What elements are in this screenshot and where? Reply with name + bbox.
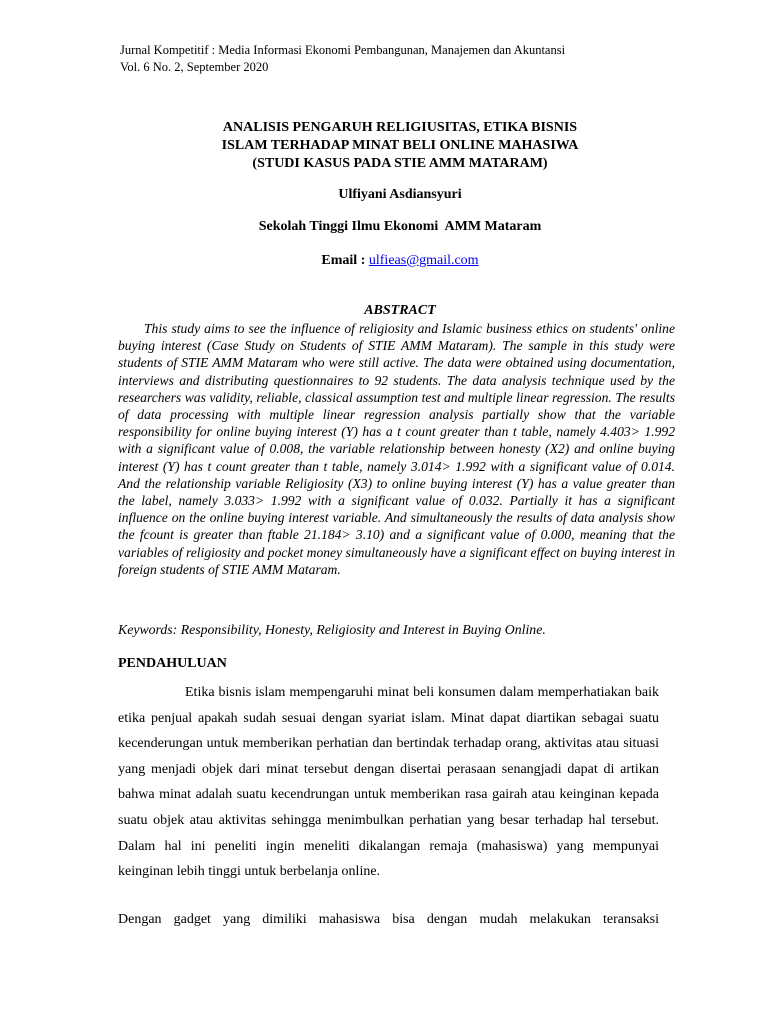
keywords: Keywords: Responsibility, Honesty, Religiosity and Interest in Buying Online. bbox=[118, 622, 546, 637]
author-name: Ulfiyani Asdiansyuri bbox=[338, 187, 462, 202]
abstract-body: This study aims to see the influence of religiosity and Islamic business ethics on students' online buying interest (Case Study on Students of STIE AMM Mataram). The sample in this study were students of STIE AMM Mataram who were still active. The data were obtained using documentation, interviews and distributing questionnaires to 92 students. The data analysis technique used by the researchers was validity, reliable, classical assumption test and multiple linear regression. The results of data processing with multiple linear regression analysis partially show that the variable responsibility for online buying interest (Y) has a t count greater than t table, namely 4.403> 1.992 with a significant value of 0.008, the variable relationship between honesty (X2) and online buying interest (Y) has t count greater than t table, namely 3.014> 1.992 with a significant value of 0.014. And the relationship variable Religiosity (X3) to online buying interest (Y) has a value greater than the label, namely 3.033> 1.992 with a significant value of 0.032. Partially it has a significant influence on the online buying interest variable. And simultaneously the results of data analysis show the fcount is greater than ftable 21.184> 3.10) and a significant value of 0.000, meaning that the variables of religiosity and pocket money simultaneously have a significant effect on buying interest in foreign students of STIE AMM Mataram. bbox=[118, 321, 675, 577]
title-line-2: ISLAM TERHADAP MINAT BELI ONLINE MAHASIWA bbox=[221, 138, 579, 153]
section-heading-pendahuluan: PENDAHULUAN bbox=[118, 656, 227, 671]
title-line-1: ANALISIS PENGARUH RELIGIUSITAS, ETIKA BISNIS bbox=[222, 120, 578, 135]
email-label: Email : bbox=[321, 253, 369, 268]
journal-name: Jurnal Kompetitif : Media Informasi Ekonomi Pembangunan, Manajemen dan Akuntansi bbox=[120, 43, 566, 57]
intro-paragraph-2: Dengan gadget yang dimiliki mahasiswa bisa dengan mudah melakukan teransaksi bbox=[118, 912, 659, 927]
author-institution: Sekolah Tinggi Ilmu Ekonomi AMM Mataram bbox=[258, 219, 542, 234]
title-line-3: (STUDI KASUS PADA STIE AMM MATARAM) bbox=[252, 156, 548, 171]
journal-volume: Vol. 6 No. 2, September 2020 bbox=[120, 60, 269, 74]
abstract-heading: ABSTRACT bbox=[364, 303, 436, 318]
intro-paragraph: Etika bisnis islam mempengaruhi minat beli konsumen dalam memperhatiakan baik etika penjual apakah sudah sesuai dengan syariat islam. Minat dapat diartikan sebagai suatu kecenderungan untuk memberikan perhatian dan bertindak terhadap orang, aktivitas atau situasi yang menjadi objek dari minat tersebut dengan disertai perasaan senangjadi dapat di artikan bahwa minat adalah suatu kecendrungan untuk memberikan rasa gairah atau keinginan kepada suatu objek atau aktivitas sehingga menimbulkan perhatian yang besar terhadap hal tersebut. Dalam hal ini peneliti ingin meneliti dikalangan remaja (mahasiswa) yang mempunyai keinginan lebih tinggi untuk berbelanja online. bbox=[118, 685, 659, 880]
paper-title bbox=[100, 119, 700, 173]
email-link[interactable]: ulfieas@gmail.com bbox=[368, 253, 479, 268]
email-line bbox=[100, 253, 700, 269]
journal-header bbox=[120, 42, 660, 76]
